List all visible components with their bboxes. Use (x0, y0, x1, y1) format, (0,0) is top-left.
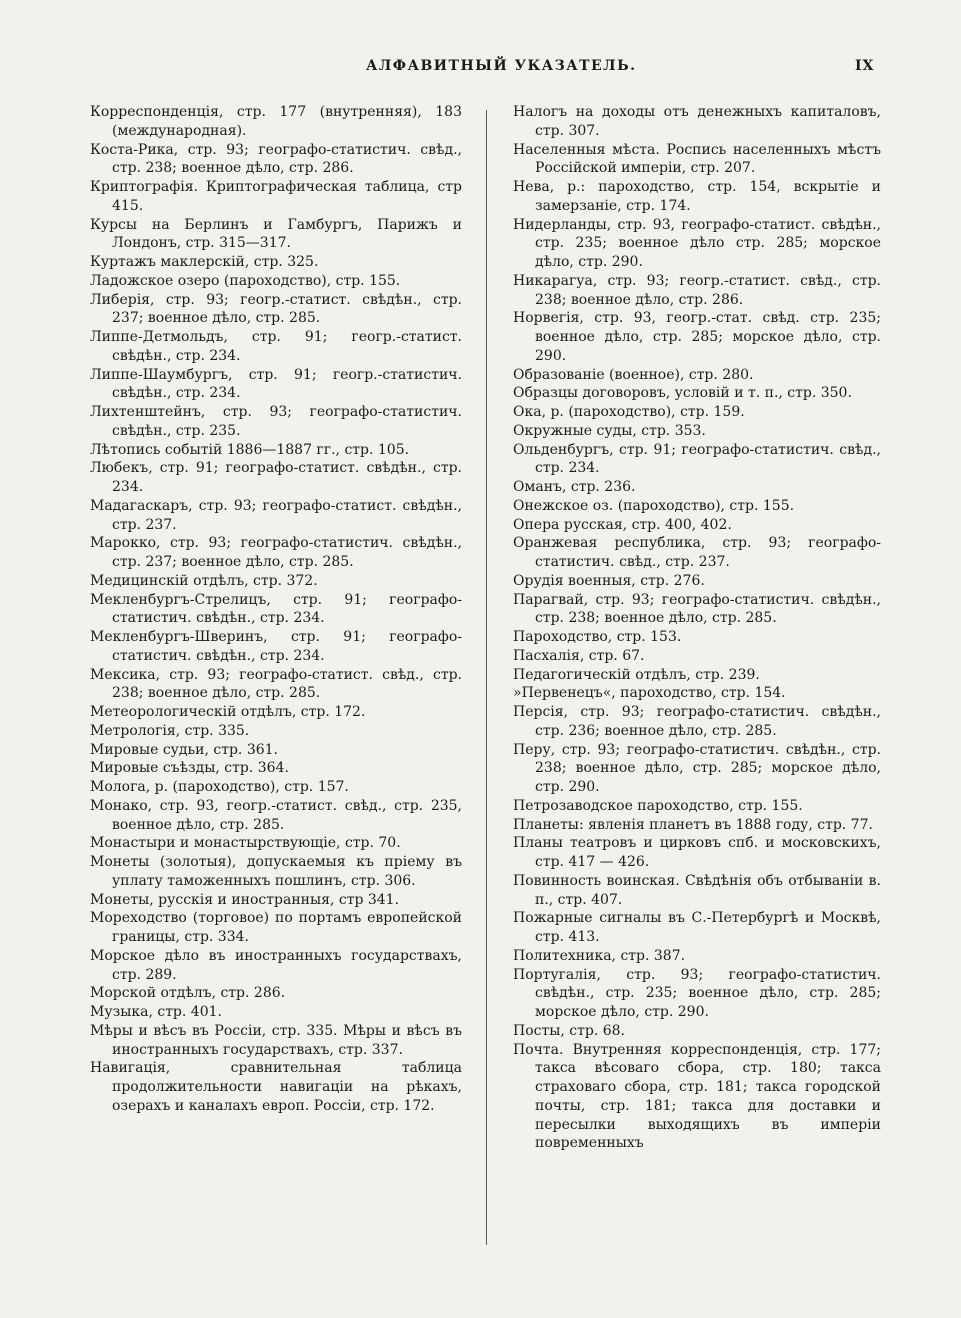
index-entry: Планеты: явленія планетъ въ 1888 году, стр. 77. (513, 816, 873, 833)
index-entry: Мекленбургъ-Шверинъ, стр. 91; географо-статистич. свѣдѣн., стр. 234. (90, 629, 462, 664)
index-entry: Липпе-Шаумбургъ, стр. 91; геогр.-статистич. свѣдѣн., стр. 234. (90, 366, 462, 402)
index-entry: Пожарные сигналы въ С.-Петербургѣ и Москвѣ, стр. 413. (513, 910, 881, 945)
index-entry: Мировые судьи, стр. 361. (90, 741, 278, 758)
index-entry: Нева, р.: пароходство, стр. 154, вскрытіе и замерзаніе, стр. 174. (513, 179, 881, 214)
index-entry: Опера русская, стр. 400, 402. (513, 516, 732, 533)
index-entry: Оманъ, стр. 236. (513, 479, 636, 495)
index-entry: Любекъ, стр. 91; географо-статист. свѣдѣн., стр. 234. (90, 460, 462, 495)
index-entry: Липпе-Детмольдъ, стр. 91; геогр.-статист. свѣдѣн., стр. 234. (90, 329, 462, 364)
index-entry: Курсы на Берлинъ и Гамбургъ, Парижъ и Лондонъ, стр. 315—317. (90, 216, 462, 252)
page-header (0, 58, 961, 80)
index-entry: Монеты (золотыя), допускаемыя къ пріему въ уплату таможенныхъ пошлинъ, стр. 306. (90, 854, 462, 889)
index-entry: Ладожское озеро (пароходство), стр. 155. (90, 272, 401, 289)
index-entry: Лихтенштейнъ, стр. 93; географо-статистич. свѣдѣн., стр. 235. (90, 404, 462, 439)
index-entry: Мекленбургъ-Стрелицъ, стр. 91; географо-статистич. свѣдѣн., стр. 234. (90, 591, 462, 627)
page-number: IX (855, 58, 875, 74)
index-entry: Образованіе (военное), стр. 280. (513, 366, 754, 383)
index-entry: Педагогическій отдѣлъ, стр. 239. (513, 666, 760, 683)
index-entry: Молога, р. (пароходство), стр. 157. (90, 779, 349, 795)
index-entry: Ольденбургъ, стр. 91; географо-статистич. свѣд., стр. 234. (513, 441, 881, 477)
index-entry: Налогъ на доходы отъ денежныхъ капиталовъ, стр. 307. (513, 104, 881, 139)
index-entry: Навигація, сравнительная таблица продолжительности навигаціи на рѣкахъ, озерахъ и каналахъ европ. Россіи, стр. 172. (90, 1060, 462, 1114)
index-entry: Посты, стр. 68. (513, 1022, 625, 1039)
index-entry: Орудія военныя, стр. 276. (513, 572, 705, 589)
index-entry: Морское дѣло въ иностранныхъ государствахъ, стр. 289. (90, 947, 462, 983)
index-entry: Окружные суды, стр. 353. (513, 422, 706, 439)
index-entry: Пасхалія, стр. 67. (513, 647, 645, 664)
index-entry: Лѣтопись событій 1886—1887 гг., стр. 105. (90, 441, 410, 458)
index-entry: Куртажъ маклерскій, стр. 325. (90, 254, 319, 270)
index-entry: Коста-Рика, стр. 93; географо-статистич. свѣд., стр. 238; военное дѣло, стр. 286. (90, 141, 462, 177)
index-entry: Мировые съѣзды, стр. 364. (90, 760, 289, 777)
right-column (513, 103, 881, 1153)
index-entry: Медицинскій отдѣлъ, стр. 372. (90, 572, 318, 589)
index-entry: Марокко, стр. 93; географо-статистич. свѣдѣн., стр. 237; военное дѣло, стр. 285. (90, 535, 462, 570)
index-entry: Населенныя мѣста. Роспись населенныхъ мѣстъ Россійской имперіи, стр. 207. (513, 141, 881, 177)
index-entry: Парагвай, стр. 93; географо-статистич. свѣдѣн., стр. 238; военное дѣло, стр. 285. (513, 591, 881, 627)
index-entry: Португалія, стр. 93; географо-статистич. свѣдѣн., стр. 235; военное дѣло, стр. 285; морское дѣло, стр. 290. (513, 966, 881, 1020)
index-entry: Метрологія, стр. 335. (90, 722, 250, 739)
index-entry: Никарагуа, стр. 93; геогр.-статист. свѣд., стр. 238; военное дѣло, стр. 286. (513, 272, 881, 308)
index-entry: Норвегія, стр. 93, геогр.-стат. свѣд. стр. 235; военное дѣло, стр. 285; морское дѣло, стр. 290. (513, 310, 881, 364)
index-entry: Мексика, стр. 93; географо-статист. свѣд., стр. 238; военное дѣло, стр. 285. (90, 666, 462, 702)
index-entry: Музыка, стр. 401. (90, 1004, 222, 1020)
index-entry: Онежское оз. (пароходство), стр. 155. (513, 497, 795, 514)
index-entry: Метеорологическій отдѣлъ, стр. 172. (90, 704, 366, 720)
index-entry: Криптографія. Криптографическая таблица, стр 415. (90, 179, 462, 214)
index-entry: Повинность воинская. Свѣдѣнія объ отбываніи в. п., стр. 407. (513, 872, 881, 908)
index-entry: Ока, р. (пароходство), стр. 159. (513, 404, 745, 420)
page-title: АЛФАВИТНЫЙ УКАЗАТЕЛЬ. (366, 58, 637, 74)
index-entry: Нидерланды, стр. 93, географо-статист. свѣдѣн., стр. 235; военное дѣло стр. 285; морское дѣло, стр. 290. (513, 216, 881, 270)
left-column (90, 103, 462, 1116)
index-entry: Корреспонденція, стр. 177 (внутренняя), 183 (международная). (90, 104, 462, 139)
index-entry: Морской отдѣлъ, стр. 286. (90, 985, 286, 1002)
index-entry: Мореходство (торговое) по портамъ европейской границы, стр. 334. (90, 910, 462, 945)
index-entry: Пароходство, стр. 153. (513, 629, 682, 645)
index-entry: Оранжевая республика, стр. 93; географо-статистич. свѣд., стр. 237. (513, 535, 881, 570)
index-entry: Персія, стр. 93; географо-статистич. свѣдѣн., стр. 236; военное дѣло, стр. 285. (513, 704, 881, 739)
index-entry: Монеты, русскія и иностранныя, стр 341. (90, 891, 400, 908)
index-entry: Мадагаскаръ, стр. 93; географо-статист. свѣдѣн., стр. 237. (90, 497, 462, 533)
index-entry: Образцы договоровъ, условій и т. п., стр. 350. (513, 385, 852, 402)
column-divider (486, 110, 487, 1245)
index-entry: Мѣры и вѣсъ въ Россіи, стр. 335. Мѣры и вѣсъ въ иностранныхъ государствахъ, стр. 337. (90, 1022, 462, 1058)
index-entry: Петрозаводское пароходство, стр. 155. (513, 797, 803, 814)
index-entry: Либерія, стр. 93; геогр.-статист. свѣдѣн., стр. 237; военное дѣло, стр. 285. (90, 291, 462, 327)
index-entry: Почта. Внутренняя корреспонденція, стр. 177; такса вѣсоваго сбора, стр. 180; такса страховаго сбора, стр. 181; такса городской почты, стр. 181; такса для доставки и пересылки выходящихъ въ имперіи повременныхъ (513, 1041, 881, 1152)
index-entry: Перу, стр. 93; географо-статистич. свѣдѣн., стр. 238; военное дѣло, стр. 285; морское дѣло, стр. 290. (513, 741, 881, 795)
index-entry: Монако, стр. 93, геогр.-статист. свѣд., стр. 235, военное дѣло, стр. 285. (90, 797, 462, 833)
index-entry: »Первенецъ«, пароходство, стр. 154. (513, 685, 786, 702)
index-entry: Монастыри и монастырствующіе, стр. 70. (90, 835, 401, 852)
index-entry: Политехника, стр. 387. (513, 947, 686, 964)
index-entry: Планы театровъ и цирковъ спб. и московскихъ, стр. 417 — 426. (513, 835, 881, 870)
